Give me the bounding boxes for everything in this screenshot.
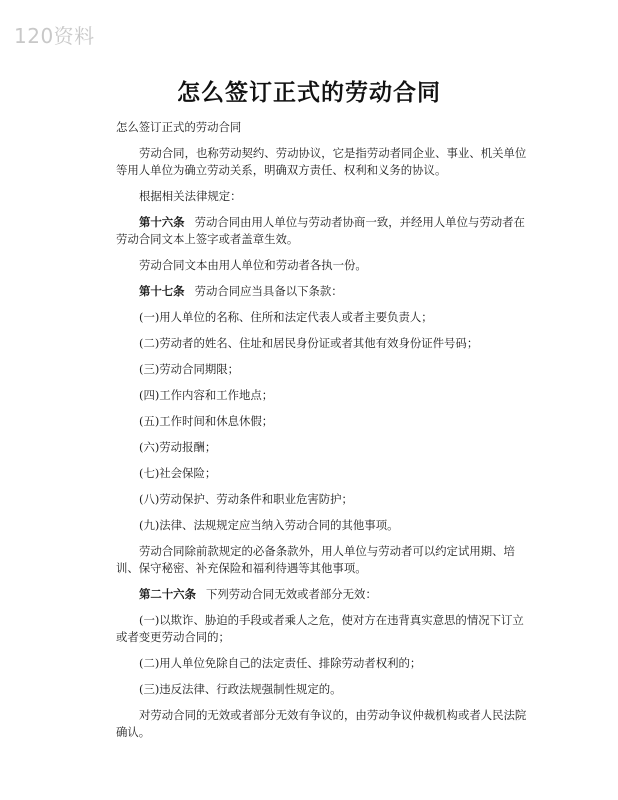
document-body bbox=[116, 119, 532, 750]
article-17-text: 劳动合同应当具备以下条款： bbox=[194, 284, 343, 298]
clause-item: (三)劳动合同期限； bbox=[139, 362, 240, 376]
watermark-logo: 120资料 bbox=[14, 24, 95, 48]
article-16-number: 第十六条 bbox=[139, 215, 185, 229]
legal-basis: 根据相关法律规定： bbox=[139, 189, 242, 203]
clause-item: (八)劳动保护、劳动条件和职业危害防护； bbox=[139, 492, 353, 506]
invalid-item: (一)以欺诈、胁迫的手段或者乘人之危，使对方在违背真实意思的情况下订立或者变更劳动合同的； bbox=[116, 613, 524, 644]
article-26-number: 第二十六条 bbox=[139, 587, 196, 601]
article-26 bbox=[116, 586, 532, 603]
article-17-extra: 劳动合同除前款规定的必备条款外，用人单位与劳动者可以约定试用期、培训、保守秘密、补充保险和福利待遇等其他事项。 bbox=[116, 544, 515, 575]
article-26-text: 下列劳动合同无效或者部分无效： bbox=[205, 587, 377, 601]
clause-item: (七)社会保险； bbox=[139, 466, 217, 480]
intro-paragraph: 劳动合同，也称劳动契约、劳动协议，它是指劳动者同企业、事业、机关单位等用人单位为确立劳动关系，明确双方责任、权利和义务的协议。 bbox=[116, 146, 527, 177]
subtitle: 怎么签订正式的劳动合同 bbox=[116, 120, 242, 134]
clause-item: (六)劳动报酬； bbox=[139, 440, 217, 454]
clause-item: (九)法律、法规规定应当纳入劳动合同的其他事项。 bbox=[139, 518, 399, 532]
article-16-copies: 劳动合同文本由用人单位和劳动者各执一份。 bbox=[139, 258, 367, 272]
document-title: 怎么签订正式的劳动合同 bbox=[177, 80, 441, 106]
clause-item: (一)用人单位的名称、住所和法定代表人或者主要负责人； bbox=[139, 310, 433, 324]
invalid-item: (三)违反法律、行政法规强制性规定的。 bbox=[139, 682, 342, 696]
dispute-paragraph: 对劳动合同的无效或者部分无效有争议的，由劳动争议仲裁机构或者人民法院确认。 bbox=[116, 708, 527, 739]
article-17-number: 第十七条 bbox=[139, 284, 185, 298]
article-16 bbox=[116, 214, 532, 248]
article-16-text: 劳动合同由用人单位与劳动者协商一致，并经用人单位与劳动者在劳动合同文本上签字或者盖章生效。 bbox=[116, 215, 525, 246]
clause-item: (四)工作内容和工作地点； bbox=[139, 388, 274, 402]
clause-item: (五)工作时间和休息休假； bbox=[139, 414, 274, 428]
invalid-item: (二)用人单位免除自己的法定责任、排除劳动者权利的； bbox=[139, 656, 422, 670]
article-17 bbox=[116, 283, 532, 300]
clause-item: (二)劳动者的姓名、住址和居民身份证或者其他有效身份证件号码； bbox=[139, 336, 479, 350]
